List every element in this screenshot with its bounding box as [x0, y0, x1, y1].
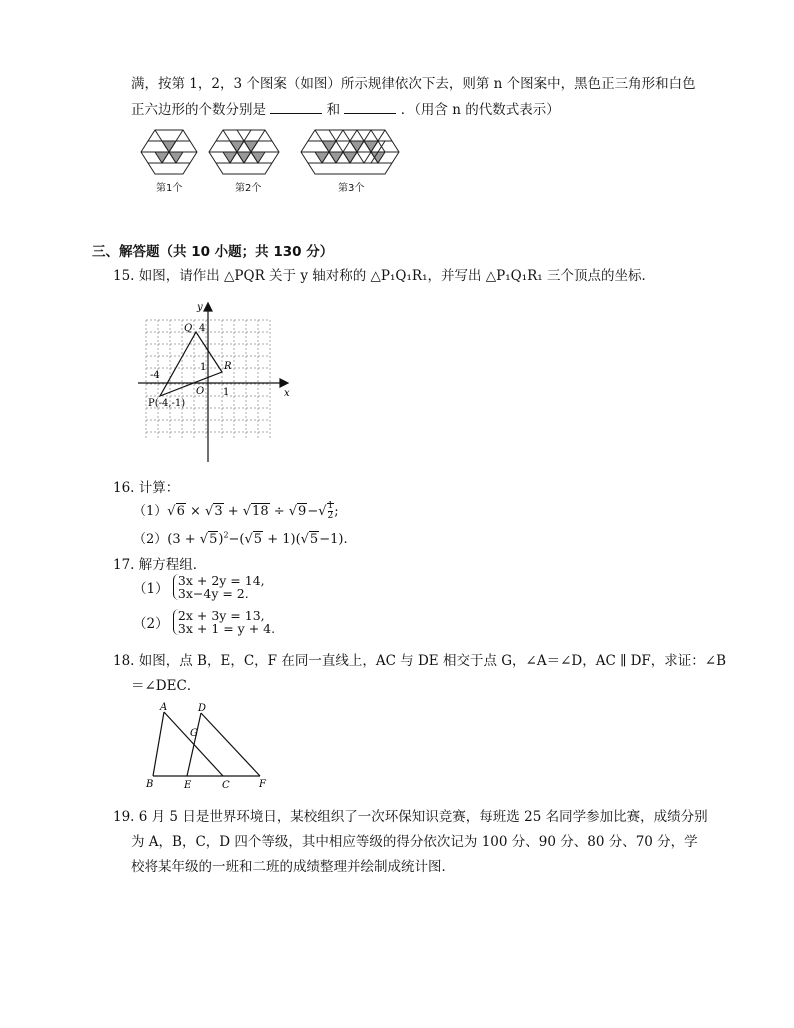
segment-ab — [153, 712, 164, 776]
p17-item2-eq1: 2x + 3y = 13, — [177, 608, 265, 623]
label-e: E — [184, 780, 192, 791]
p19-line1: 19. 6 月 5 日是世界环境日，某校组织了一次环保知识竞赛，每班选 25 名同学参加比赛，成绩分别 — [113, 809, 708, 825]
tick-1y-label: 1 — [200, 362, 207, 373]
answer-blank-1[interactable] — [270, 101, 322, 114]
p17-item1-prefix: （1） — [133, 581, 169, 597]
p17-title: 17. 解方程组． — [113, 557, 207, 573]
label-f: F — [259, 779, 266, 790]
p19-line3: 校将某年级的一班和二班的成绩整理并绘制成统计图． — [131, 859, 455, 875]
segment-df — [201, 713, 260, 776]
p18-line2: ＝∠DEC． — [131, 678, 201, 694]
label-g: G — [190, 728, 198, 739]
p16-item2-prefix: （2） — [133, 532, 168, 547]
origin-label: O — [196, 386, 205, 397]
p19-line2: 为 A，B，C，D 四个等级，其中相应等级的得分依次记为 100 分、90 分、80 分、70 分，学 — [131, 834, 698, 850]
triangle-pqr — [160, 332, 222, 396]
segment-de — [187, 713, 201, 776]
p15-text: 15. 如图，请作出 △PQR 关于 y 轴对称的 △P₁Q₁R₁，并写出 △P₁Q₁R₁ 三个顶点的坐标． — [113, 268, 655, 284]
p17-item1-eq1: 3x + 2y = 14, — [177, 573, 265, 588]
p18-line1: 18. 如图，点 B，E，C，F 在同一直线上，AC 与 DE 相交于点 G，∠A＝∠D，AC ∥ DF，求证：∠B — [113, 653, 727, 669]
fig2-label: 第2个 — [235, 183, 262, 194]
p16-item2: $(2)(3 + √5)^2-(√5 + 1)(√5-1)$. — [133, 530, 348, 547]
p17-item2-eq2: 3x + 1 = y + 4. — [177, 621, 276, 636]
fig1-label: 第1个 — [156, 183, 183, 194]
x-axis-label: x — [284, 388, 290, 399]
p14-line2 — [131, 98, 560, 118]
p17-item1-eq2: 3x−4y = 2. — [177, 586, 249, 601]
p17-item2 — [133, 609, 275, 635]
label-b: B — [146, 779, 154, 790]
p14-line2a: 正六边形的个数分别是 — [131, 102, 266, 118]
point-q-label: Q — [184, 323, 193, 334]
triangles-figure — [140, 700, 280, 792]
p17-item2-prefix: （2） — [133, 616, 169, 632]
p14-line2b: 和 — [326, 102, 341, 118]
p16-item1: （1）√6 × √3 + √18 ÷ √9−√ $\frac{1}{2}$ ; — [133, 501, 339, 521]
axes — [138, 303, 288, 462]
p16-title: 16. 计算： — [113, 480, 180, 496]
point-r-label: R — [224, 361, 232, 372]
coordinate-grid-figure — [138, 300, 298, 462]
tick-neg4-label: -4 — [150, 370, 160, 381]
label-a: A — [160, 702, 168, 713]
tick-4-label: 4 — [199, 323, 206, 334]
section-title: 三、解答题（共 10 小题；共 130 分） — [92, 244, 334, 260]
tick-1x-label: 1 — [223, 387, 230, 398]
fig3-label: 第3个 — [338, 183, 365, 194]
p14-line2c: ．（用含 n 的代数式表示） — [400, 102, 560, 118]
label-d: D — [198, 703, 207, 714]
p14-line1: 满，按第 1，2，3 个图案（如图）所示规律依次下去，则第 n 个图案中，黑色正三角形和白色 — [131, 76, 696, 92]
p16-item1-prefix: （1） — [133, 504, 168, 519]
point-p-label: P(-4,-1) — [148, 398, 186, 409]
p17-item1 — [133, 574, 265, 600]
y-axis-label: y — [197, 302, 203, 313]
answer-blank-2[interactable] — [344, 101, 396, 114]
label-c: C — [222, 780, 230, 791]
